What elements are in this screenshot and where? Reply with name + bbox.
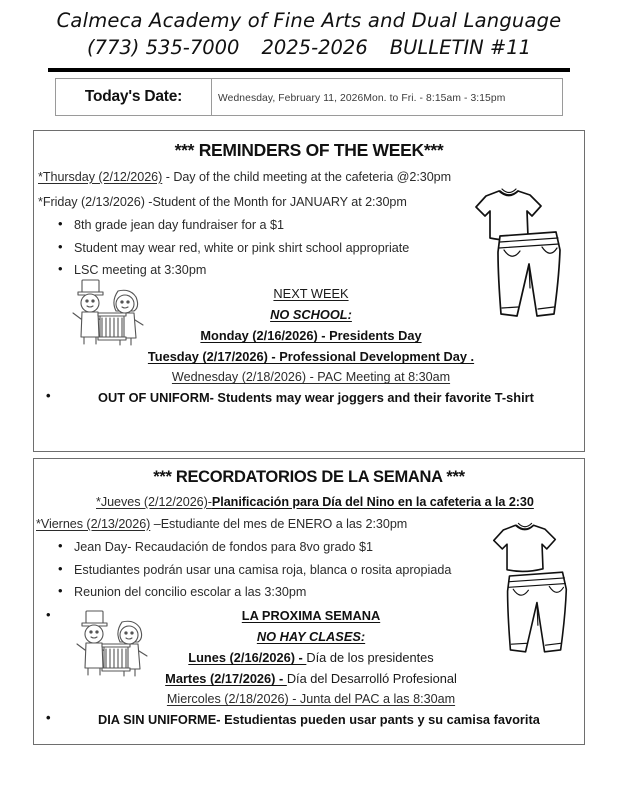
spanish-viernes-separator: –: [150, 516, 161, 531]
bulletin-number: BULLETIN #11: [389, 36, 532, 60]
spanish-bullet-1-rest: Recaudación de fondos para 8vo grado $1: [131, 540, 373, 555]
spanish-viernes-date: *Viernes (2/13/2026): [36, 516, 151, 531]
english-wednesday-line: [74, 370, 548, 384]
spanish-out-of-uniform-text: DIA SIN UNIFORME- Estudientas pueden usar pants y su camisa favorita: [98, 712, 540, 728]
english-bullet-1-bold: 8th grade jean day: [74, 218, 179, 233]
spanish-jueves-date: *Jueves (2/12/2026)-: [96, 495, 212, 509]
english-bullet-1-rest: fundraiser for a $1: [178, 218, 285, 233]
english-thursday-text: Day of the child meeting at the cafeteria @2:30pm: [173, 170, 452, 184]
spanish-next-week-heading-text: LA PROXIMA SEMANA: [241, 608, 381, 624]
spanish-jueves-text: Planificación para Día del Nino en la cafeteria a la 2:30: [211, 495, 534, 509]
spanish-out-of-uniform-bullet: [34, 712, 584, 727]
english-thursday-separator: -: [162, 170, 174, 184]
english-friday-rest: at 2:30pm: [347, 194, 407, 209]
todays-date-table: [55, 78, 563, 116]
header-contact-line: [0, 36, 618, 60]
date-label-cell: [56, 78, 212, 115]
english-friday-bold: Student of the Month for JANUARY: [152, 194, 348, 209]
english-out-of-uniform-bullet: [34, 390, 584, 405]
english-bullet-2-plain: Student may wear red, white or pink shirt: [74, 240, 306, 255]
todays-date-value: Wednesday, February 11, 2026: [218, 92, 364, 104]
spanish-section-title: *** RECORDATORIOS DE LA SEMANA ***: [153, 468, 465, 486]
spanish-bullet-2-plain: Estudiantes podrán usar una camisa roja, blanca o rosita: [74, 562, 396, 577]
presidents-day-kids-icon: [72, 608, 158, 678]
todays-date-label: Today's Date:: [84, 87, 183, 105]
spanish-lunes-text: Día de los presidentes: [306, 650, 434, 666]
school-year: 2025-2026: [261, 36, 368, 60]
school-hours: Mon. to Fri. - 8:15am - 3:15pm: [363, 92, 506, 104]
table-row: [56, 78, 563, 115]
english-monday-text: Monday (2/16/2026) - Presidents Day: [200, 328, 422, 344]
school-name: Calmeca Academy of Fine Arts and Dual Language: [56, 9, 562, 32]
date-value-cell: [212, 78, 563, 115]
english-thursday-line: [34, 169, 584, 186]
presidents-day-kids-icon: [68, 277, 154, 347]
spanish-bullet-3-bold: Reunion del concilio escolar a las 3:30pm: [74, 584, 307, 599]
jeans-icon: [490, 228, 566, 320]
english-tuesday-text: Tuesday (2/17/2026) - Professional Development Day .: [147, 349, 475, 365]
masthead: [0, 0, 618, 61]
spanish-miercoles-text: Miercoles (2/18/2026) - Junta del PAC a las 8:30am: [166, 692, 456, 707]
header-divider-rule: [48, 68, 570, 72]
english-friday-date: *Friday (2/13/2026) -: [38, 194, 153, 209]
spanish-lunes-date: Lunes (2/16/2026) -: [188, 650, 307, 666]
english-no-school-text: NO SCHOOL:: [270, 307, 352, 323]
english-wednesday-text: Wednesday (2/18/2026) - PAC Meeting at 8:30am: [171, 370, 451, 385]
english-next-week-heading-text: NEXT WEEK: [273, 286, 349, 302]
english-bullet-3-bold: LSC meeting at 3:30pm: [74, 262, 207, 277]
school-phone: (773) 535-7000: [86, 36, 240, 60]
spanish-next-week-bullet-marker: •: [46, 607, 51, 623]
spanish-bullet-1-bold: Jean Day-: [74, 540, 132, 555]
jeans-icon: [500, 568, 572, 656]
english-tuesday-line: [74, 349, 548, 364]
spanish-no-school-text: NO HAY CLASES:: [256, 629, 366, 645]
spanish-jueves-line: [34, 494, 584, 511]
english-out-of-uniform-text: OUT OF UNIFORM- Students may wear joggers and their favorite T-shirt: [98, 390, 534, 406]
spanish-martes-text: Día del Desarrolló Profesional: [286, 671, 457, 687]
spanish-miercoles-line: [74, 692, 548, 706]
spanish-martes-date: Martes (2/17/2026) -: [165, 671, 287, 687]
spanish-bullet-2-bold: apropiada: [395, 562, 452, 577]
english-thursday-date: *Thursday (2/12/2026): [38, 170, 163, 184]
spanish-viernes-bold: Estudiante del mes de ENERO a las 2:30pm: [160, 516, 408, 531]
english-bullet-2-bold: school appropriate: [305, 240, 410, 255]
english-section-title: *** REMINDERS OF THE WEEK***: [174, 140, 444, 160]
